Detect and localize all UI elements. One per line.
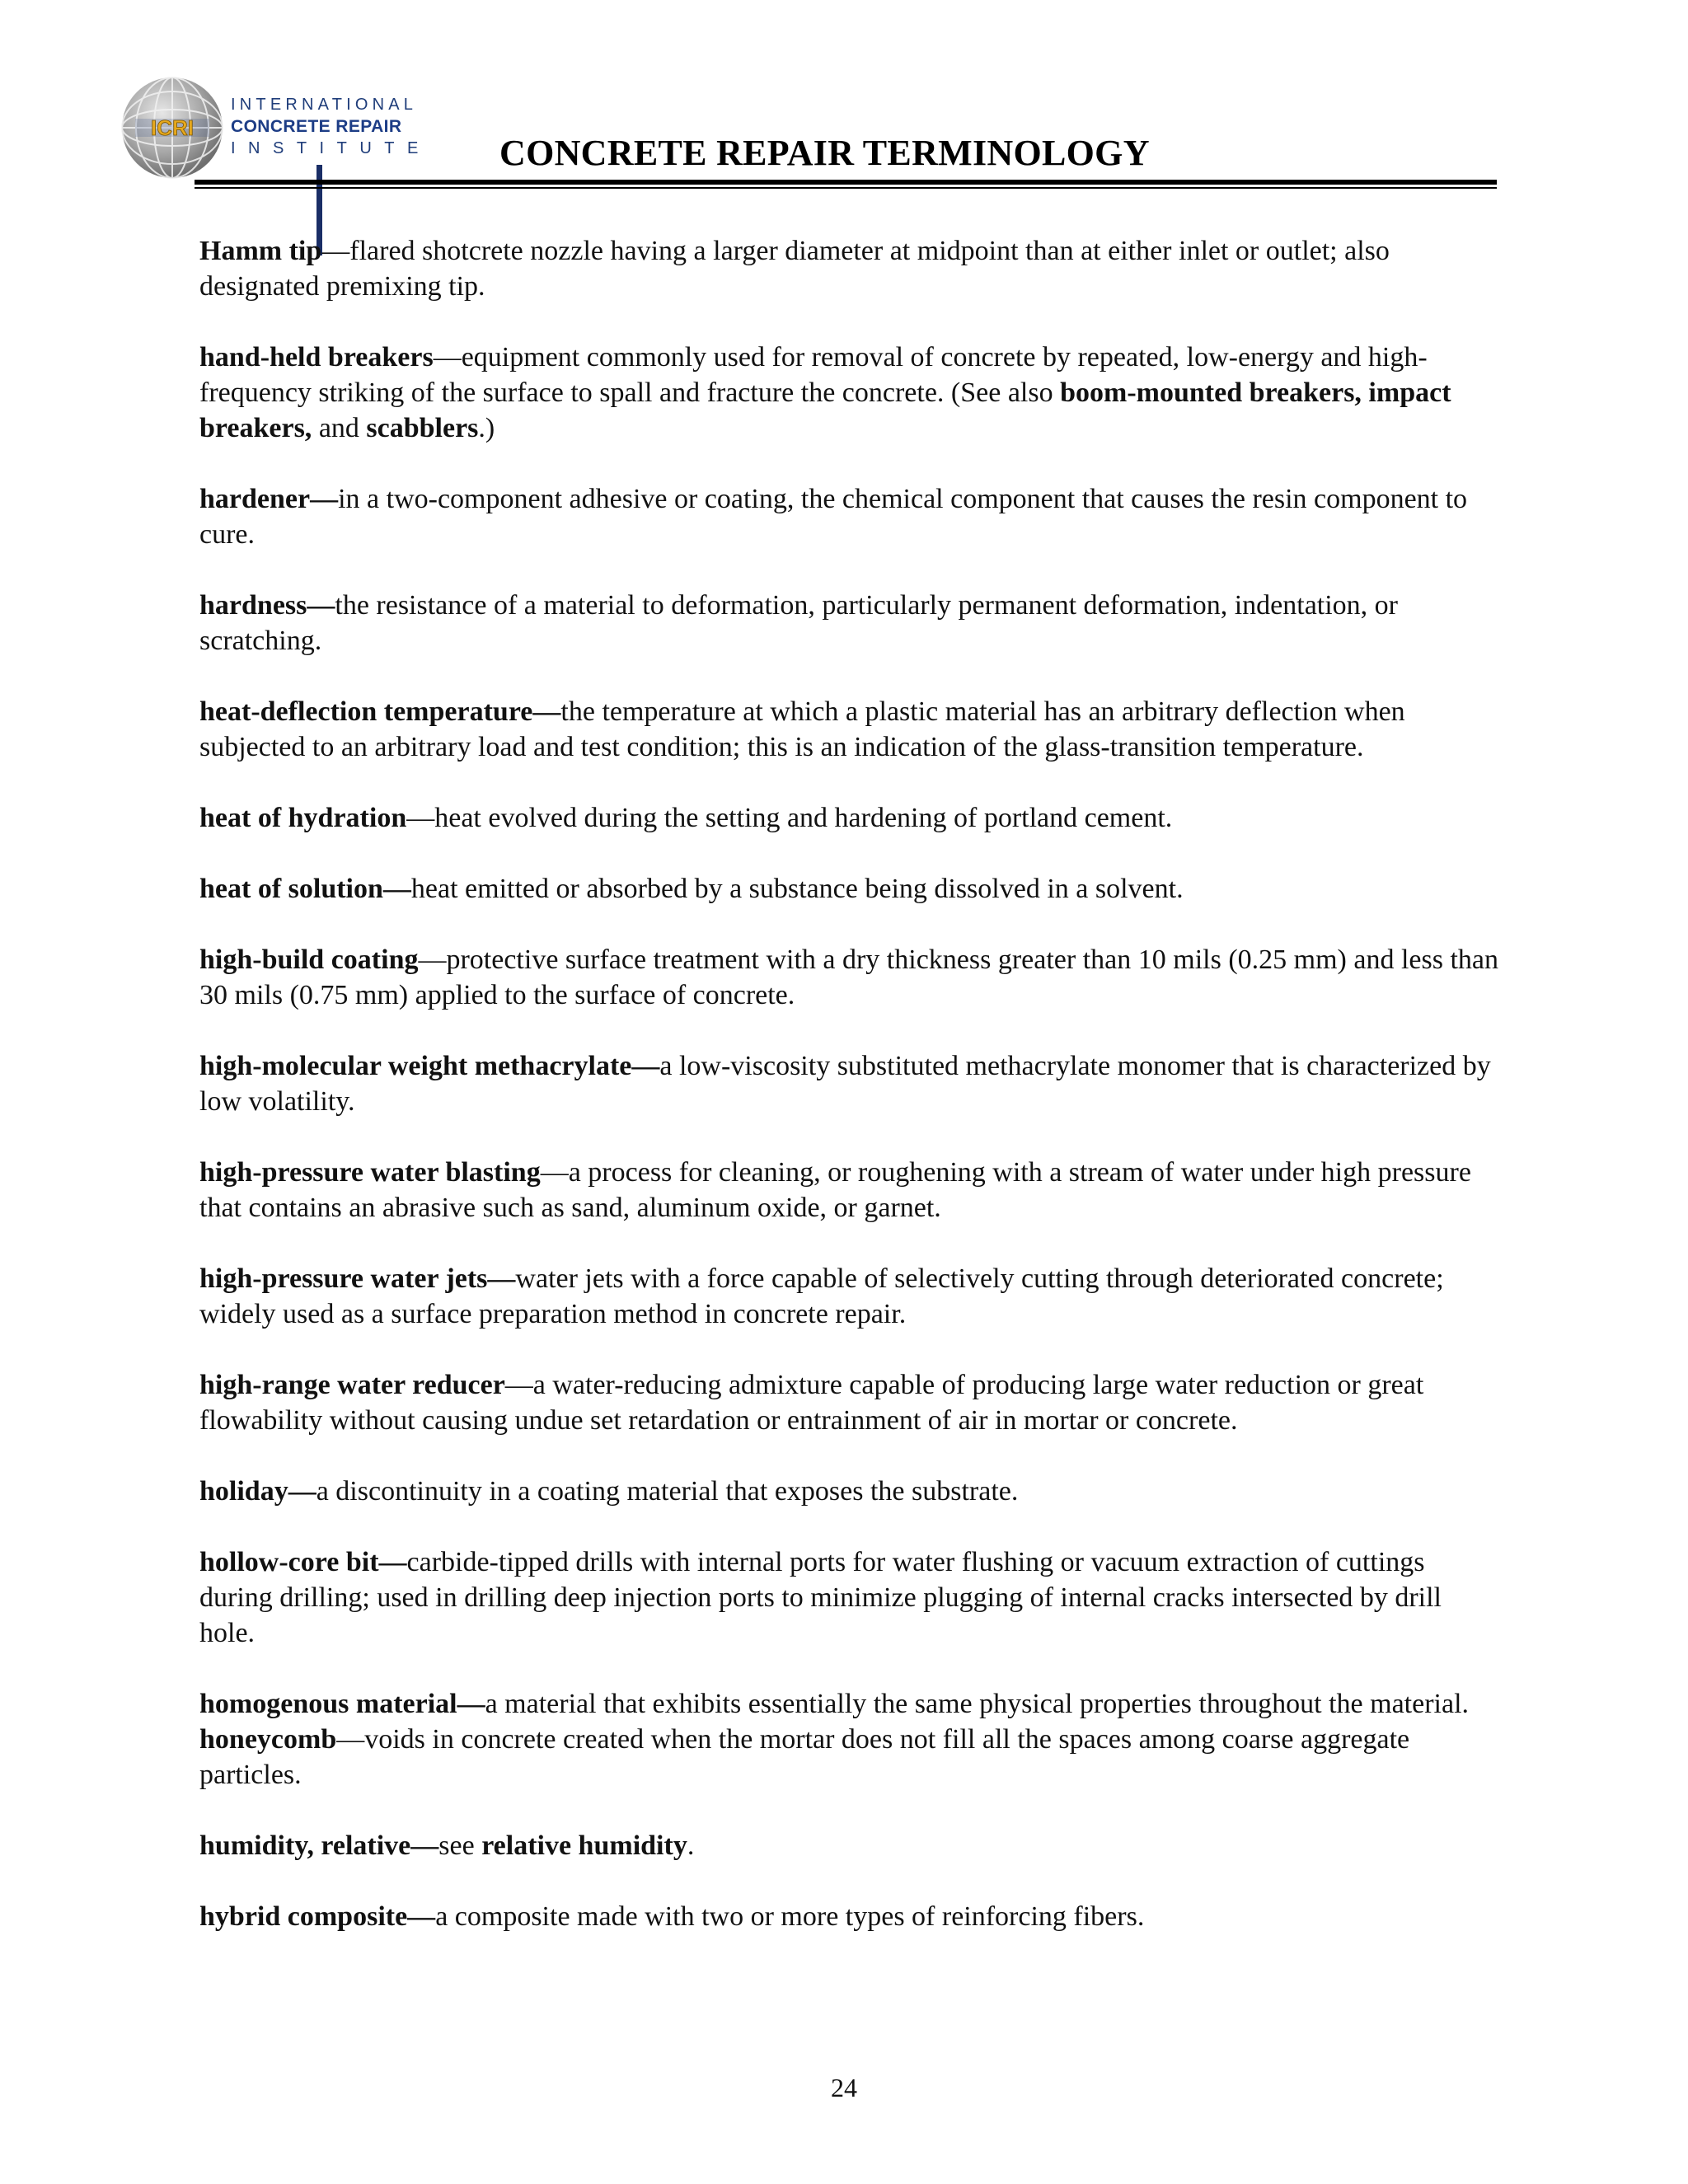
entry-definition: the temperature at which a plastic material has an arbitrary deflection when subjected to an arbitrary load and test condition; this is an indication of the glass-transition temperature. [199, 696, 1405, 762]
entry-definition: a composite made with two or more types of reinforcing fibers. [435, 1901, 1145, 1932]
entry-definition-end: .) [478, 413, 495, 443]
glossary-entry [199, 1367, 1502, 1438]
cross-reference: scabblers [366, 413, 479, 443]
entry-term: homogenous material— [199, 1689, 485, 1719]
entry-term: heat of solution— [199, 874, 411, 904]
entry-term: high-pressure water blasting [199, 1157, 541, 1188]
glossary-entry [199, 1686, 1502, 1722]
cross-reference: boom-mounted breakers, impact breakers, [199, 377, 1451, 443]
glossary-entries [199, 233, 1502, 1970]
glossary-entry [199, 800, 1502, 836]
entry-definition: —a water-reducing admixture capable of producing large water reduction or great flowability without causing undue set retardation or entrainment of air in mortar or concrete. [199, 1370, 1424, 1436]
logo-line-institute: INSTITUTE [231, 139, 431, 157]
glossary-entry [199, 233, 1502, 304]
entry-definition: —heat evolved during the setting and hardening of portland cement. [406, 803, 1173, 833]
entry-definition: in a two-component adhesive or coating, the chemical component that causes the resin component to cure. [199, 484, 1468, 550]
page-title: CONCRETE REPAIR TERMINOLOGY [499, 133, 1150, 173]
entry-term: hardness— [199, 590, 335, 621]
glossary-entry [199, 1261, 1502, 1332]
glossary-entry [199, 481, 1502, 552]
entry-definition: —protective surface treatment with a dry thickness greater than 10 mils (0.25 mm) and less than 30 mils (0.75 mm) applied to the surface of concrete. [199, 944, 1498, 1010]
glossary-entry [199, 1544, 1502, 1651]
entry-definition: water jets with a force capable of selectively cutting through deteriorated concrete; widely used as a surface preparation method in concrete repair. [199, 1263, 1444, 1329]
entry-term: heat of hydration [199, 803, 407, 833]
entry-term: hollow-core bit— [199, 1547, 407, 1577]
glossary-entry [199, 694, 1502, 765]
entry-term: hybrid composite— [199, 1901, 436, 1932]
entry-term: high-molecular weight methacrylate— [199, 1051, 660, 1081]
entry-definition: a material that exhibits essentially the same physical properties throughout the material. [485, 1689, 1470, 1719]
glossary-entry [199, 1828, 1502, 1863]
globe-logo-icon [120, 76, 224, 180]
logo-line-international: INTERNATIONAL [231, 96, 418, 114]
entry-term: hand-held breakers [199, 342, 434, 373]
logo-line-concrete-repair: CONCRETE REPAIR [231, 117, 402, 136]
entry-term: high-range water reducer [199, 1370, 505, 1400]
page-number: 24 [831, 2073, 857, 2102]
entry-term: high-build coating [199, 944, 419, 975]
entry-definition: carbide-tipped drills with internal ports for water flushing or vacuum extraction of cuttings during drilling; used in drilling deep injection ports to minimize plugging of internal cracks intersected by drill hole. [199, 1547, 1442, 1648]
entry-term: Hamm tip [199, 236, 322, 266]
glossary-entry [199, 1048, 1502, 1119]
glossary-entry [199, 588, 1502, 658]
glossary-entry [199, 1474, 1502, 1509]
entry-term: holiday— [199, 1476, 316, 1507]
header-rule-thin [195, 187, 1497, 189]
entry-term: hardener— [199, 484, 339, 514]
entry-definition: see [438, 1830, 482, 1861]
glossary-entry [199, 1722, 1502, 1793]
entry-definition: a low-viscosity substituted methacrylate monomer that is characterized by low volatility. [199, 1051, 1491, 1117]
entry-definition: —voids in concrete created when the mortar does not fill all the spaces among coarse aggregate particles. [199, 1724, 1410, 1790]
entry-term: high-pressure water jets— [199, 1263, 516, 1294]
entry-definition: a discontinuity in a coating material that exposes the substrate. [316, 1476, 1019, 1507]
entry-definition-end: . [687, 1830, 695, 1861]
glossary-entry [199, 871, 1502, 907]
entry-term: heat-deflection temperature— [199, 696, 561, 727]
entry-definition: —a process for cleaning, or roughening with a stream of water under high pressure that contains an abrasive such as sand, aluminum oxide, or garnet. [199, 1157, 1471, 1223]
entry-definition: heat emitted or absorbed by a substance being dissolved in a solvent. [410, 874, 1184, 904]
glossary-entry [199, 1899, 1502, 1934]
entry-definition: the resistance of a material to deformation, particularly permanent deformation, indentation, or scratching. [199, 590, 1399, 656]
header-rule-thick [195, 180, 1497, 185]
icri-logo [120, 76, 450, 185]
entry-definition: —flared shotcrete nozzle having a larger diameter at midpoint than at either inlet or outlet; also designated premixing tip. [199, 236, 1390, 302]
glossary-entry [199, 1155, 1502, 1226]
entry-term: honeycomb [199, 1724, 337, 1755]
glossary-entry [199, 942, 1502, 1013]
entry-definition: —equipment commonly used for removal of concrete by repeated, low-energy and high-frequency striking of the surface to spall and fracture the concrete. (See also [199, 342, 1428, 408]
entry-definition-joiner: and [312, 413, 367, 443]
logo-monogram: ICRI [151, 115, 194, 140]
entry-term: humidity, relative— [199, 1830, 439, 1861]
cross-reference: relative humidity [481, 1830, 687, 1861]
glossary-entry [199, 340, 1502, 446]
